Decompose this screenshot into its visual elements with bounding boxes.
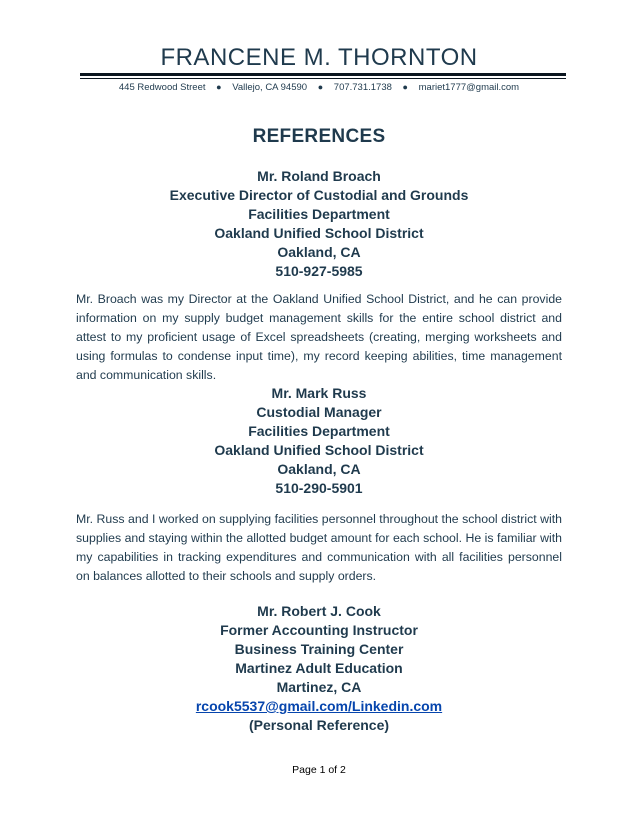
reference-3-location: Martinez, CA: [276, 679, 362, 695]
contact-city: Vallejo, CA 94590: [232, 82, 308, 93]
candidate-name: FRANCENE M. THORNTON: [160, 44, 478, 71]
reference-1-title: Executive Director of Custodial and Grounds: [169, 187, 469, 203]
reference-1-organization: Oakland Unified School District: [214, 225, 424, 241]
header-rule-thick: [80, 73, 566, 76]
reference-2-organization: Oakland Unified School District: [214, 442, 424, 458]
reference-2-title: Custodial Manager: [256, 404, 382, 420]
bullet-separator: ●: [402, 82, 408, 92]
reference-1-description: Mr. Broach was my Director at the Oakland Unified School District, and he can provide information on my supply budget management skills for the entire school district and attest to my proficient usage of Excel spreadsheets (creating, merging worksheets and using formulas to condense input time), my record keeping abilities, time management and communication skills.: [76, 292, 562, 382]
reference-2-department: Facilities Department: [248, 423, 390, 439]
contact-street: 445 Redwood Street: [118, 82, 206, 93]
header-rule-thin: [80, 78, 566, 79]
contact-line: [0, 82, 638, 93]
reference-3-organization: Business Training Center: [234, 641, 404, 657]
reference-2-name: Mr. Mark Russ: [271, 385, 367, 401]
reference-1-location: Oakland, CA: [277, 244, 361, 260]
reference-1-name: Mr. Roland Broach: [257, 168, 381, 184]
bullet-separator: ●: [216, 82, 222, 92]
reference-2-location: Oakland, CA: [277, 461, 361, 477]
reference-1-department: Facilities Department: [248, 206, 390, 222]
reference-3-note: (Personal Reference): [248, 717, 390, 733]
reference-1-phone: 510-927-5985: [275, 263, 363, 279]
page-number: Page 1 of 2: [292, 764, 346, 776]
contact-phone: 707.731.1738: [333, 82, 392, 93]
reference-3-name: Mr. Robert J. Cook: [257, 603, 381, 619]
reference-3-school: Martinez Adult Education: [235, 660, 403, 676]
section-title-references: REFERENCES: [252, 126, 386, 147]
bullet-separator: ●: [317, 82, 324, 92]
reference-2-description: Mr. Russ and I worked on supplying facilities personnel throughout the school district with supplies and staying within the allotted budget amount for each school. He is familiar with my capabilities in tracking expenditures and communication with all facilities personnel on balances allotted to their schools and supply orders.: [76, 512, 562, 583]
reference-2-phone: 510-290-5901: [275, 480, 363, 496]
reference-3: [0, 602, 638, 735]
reference-3-title: Former Accounting Instructor: [220, 622, 418, 638]
reference-3-email-link[interactable]: rcook5537@gmail.com/Linkedin.com: [195, 698, 443, 714]
reference-2: [0, 384, 638, 498]
reference-1: [0, 167, 638, 281]
contact-email[interactable]: mariet1777@gmail.com: [418, 82, 520, 93]
